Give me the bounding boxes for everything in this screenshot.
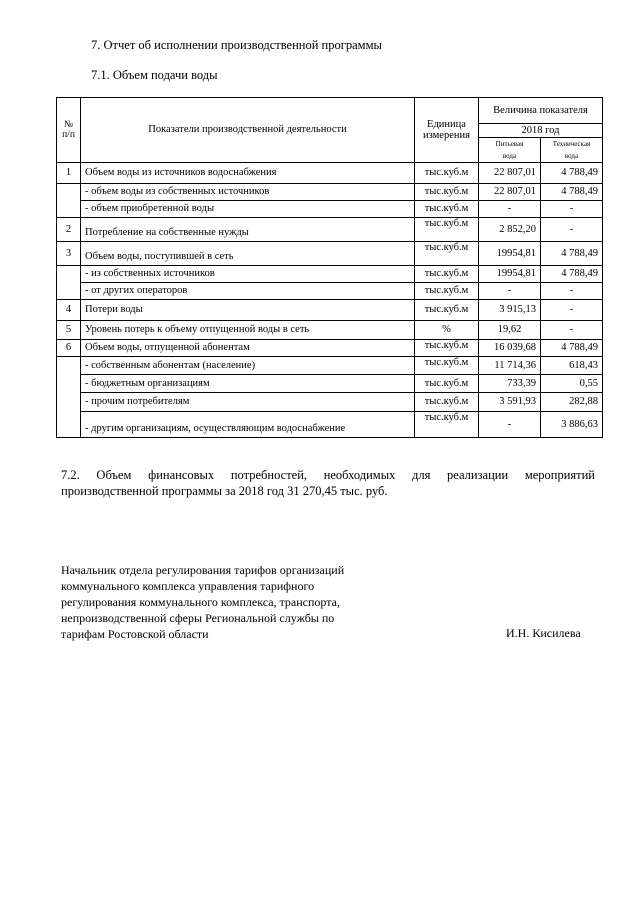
table-row [57,300,603,321]
row-technical-value: 282,88 [541,393,603,412]
table-row [57,412,603,438]
signatory-name: И.Н. Кисилева [506,626,581,640]
row-technical-value: - [541,300,603,321]
table-row [57,266,603,283]
row-number [57,266,81,300]
row-drinking-value: - [479,283,541,300]
header-unit: Единица измерения [415,98,479,163]
row-indicator: - объем приобретенной воды [81,201,415,218]
row-number: 1 [57,163,81,184]
row-unit: тыс.куб.м [415,300,479,321]
header-number: № п/п [57,98,81,163]
row-unit: тыс.куб.м [415,412,479,438]
row-indicator: Объем воды из источников водоснабжения [81,163,415,184]
row-indicator: Объем воды, отпущенной абонентам [81,340,415,357]
row-unit: тыс.куб.м [415,393,479,412]
header-drinking-water: Питьевая вода [479,138,541,163]
water-supply-table [56,97,603,438]
row-number: 6 [57,340,81,357]
table-row [57,321,603,340]
row-number: 2 [57,218,81,242]
row-drinking-value: 2 852,20 [479,218,541,242]
header-year: 2018 год [479,124,603,138]
row-indicator: - объем воды из собственных источников [81,184,415,201]
row-technical-value: 4 788,49 [541,266,603,283]
row-number [57,184,81,218]
header-value: Величина показателя [479,98,603,124]
table-row [57,283,603,300]
row-indicator: Потери воды [81,300,415,321]
row-drinking-value: - [479,201,541,218]
row-drinking-value: 733,39 [479,375,541,393]
row-unit: тыс.куб.м [415,357,479,375]
row-unit: тыс.куб.м [415,242,479,266]
row-unit: тыс.куб.м [415,184,479,201]
row-drinking-value: 3 915,13 [479,300,541,321]
row-technical-value: 4 788,49 [541,163,603,184]
row-indicator: - от других операторов [81,283,415,300]
section-heading: 7. Отчет об исполнении производственной программы [91,38,382,52]
row-technical-value: 618,43 [541,357,603,375]
row-technical-value: 0,55 [541,375,603,393]
row-technical-value: 4 788,49 [541,184,603,201]
row-unit: тыс.куб.м [415,201,479,218]
row-technical-value: 3 886,63 [541,412,603,438]
row-drinking-value: 19954,81 [479,266,541,283]
row-indicator: Уровень потерь к объему отпущенной воды в сеть [81,321,415,340]
row-drinking-value: 19,62 [479,321,541,340]
row-drinking-value: 3 591,93 [479,393,541,412]
row-number: 4 [57,300,81,321]
table-row [57,201,603,218]
row-unit: тыс.куб.м [415,375,479,393]
row-indicator: - бюджетным организациям [81,375,415,393]
row-unit: тыс.куб.м [415,266,479,283]
row-number: 5 [57,321,81,340]
row-drinking-value: 22 807,01 [479,184,541,201]
row-technical-value: - [541,201,603,218]
row-drinking-value: 16 039,68 [479,340,541,357]
row-unit: тыс.куб.м [415,283,479,300]
row-indicator: - другим организациям, осуществляющим водоснабжение [81,412,415,438]
row-indicator: Потребление на собственные нужды [81,218,415,242]
row-indicator: Объем воды, поступившей в сеть [81,242,415,266]
table-row [57,375,603,393]
table-row [57,393,603,412]
row-technical-value: - [541,218,603,242]
row-unit: тыс.куб.м [415,340,479,357]
row-technical-value: - [541,321,603,340]
row-number: 3 [57,242,81,266]
row-drinking-value: 19954,81 [479,242,541,266]
table-row [57,218,603,242]
row-drinking-value: 11 714,36 [479,357,541,375]
table-row [57,340,603,357]
row-unit: тыс.куб.м [415,218,479,242]
row-drinking-value: - [479,412,541,438]
header-technical-water: Техническая вода [541,138,603,163]
header-indicator: Показатели производственной деятельности [81,98,415,163]
row-number [57,357,81,438]
signatory-title: Начальник отдела регулирования тарифов организаций коммунального комплекса управления тарифного регулирования коммунального комплекса, транспорта, непроизводственной сферы Региональной службы по тарифам Ростовской области [61,563,345,641]
table-row [57,184,603,201]
row-indicator: - из собственных источников [81,266,415,283]
table-row [57,242,603,266]
table-row [57,357,603,375]
row-drinking-value: 22 807,01 [479,163,541,184]
table-row [57,163,603,184]
row-technical-value: 4 788,49 [541,242,603,266]
row-unit: тыс.куб.м [415,163,479,184]
row-technical-value: - [541,283,603,300]
subsection-heading: 7.1. Объем подачи воды [91,68,218,82]
row-indicator: - прочим потребителям [81,393,415,412]
row-unit: % [415,321,479,340]
row-technical-value: 4 788,49 [541,340,603,357]
row-indicator: - собственным абонентам (население) [81,357,415,375]
financial-needs-paragraph: 7.2. Объем финансовых потребностей, необходимых для реализации мероприятий производственной программы за 2018 год 31 270,45 тыс. руб. [61,468,595,498]
